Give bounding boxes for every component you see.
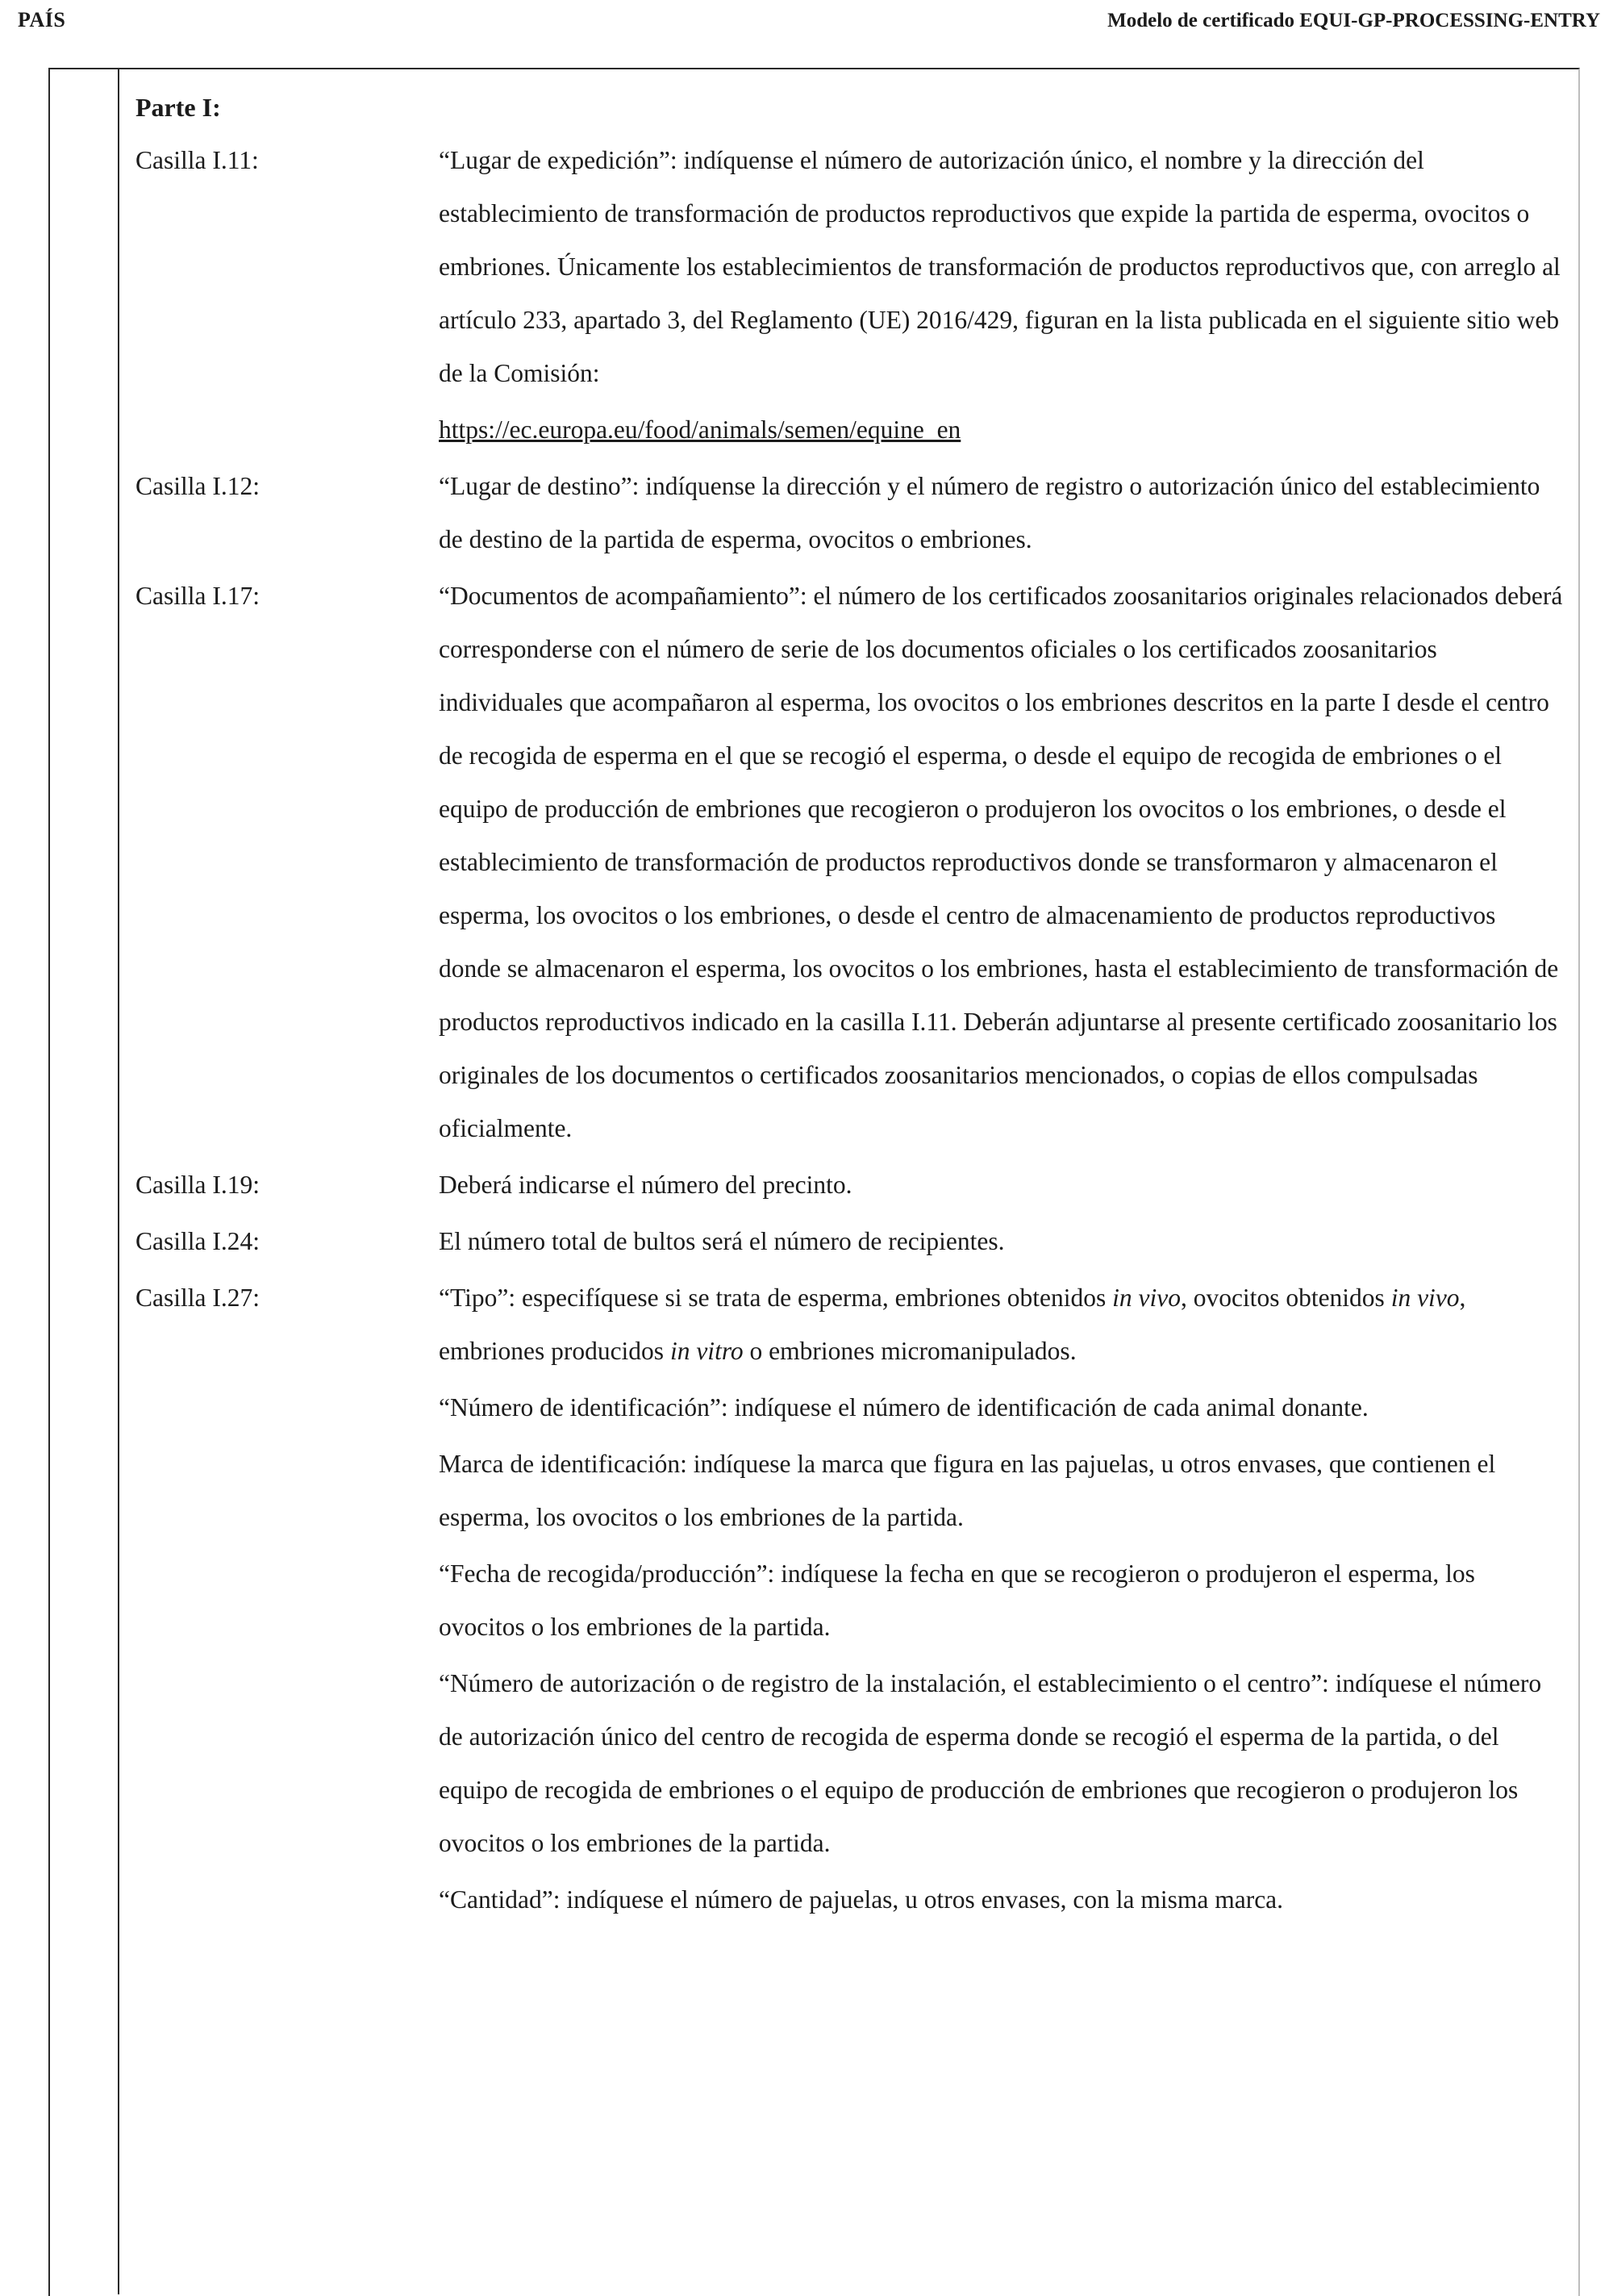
tipo-italic-1: in vivo [1112,1284,1181,1312]
row-description [439,570,1563,1158]
row-description [439,460,1563,570]
quantity-paragraph: “Cantidad”: indíquese el número de pajuelas, u otros envases, con la misma marca. [439,1885,1284,1914]
description-paragraph: El número total de bultos será el número de recipientes. [439,1227,1005,1255]
tipo-text-1: “Tipo”: especifíquese si se trata de esperma, embriones obtenidos [439,1284,1113,1312]
row-label: Casilla I.11: [135,146,259,174]
margin-divider [118,68,119,2294]
note-row-i24 [135,1215,1563,1271]
row-label: Casilla I.19: [135,1171,260,1199]
row-description [439,1271,1563,1930]
tipo-paragraph [439,1271,1563,1378]
header-country: PAÍS [18,8,66,31]
tipo-italic-3: in vitro [669,1337,744,1365]
row-description [439,1215,1563,1271]
note-row-i19 [135,1158,1563,1215]
commission-link-paragraph [439,403,1563,457]
tipo-text-2: , ovocitos obtenidos [1180,1284,1391,1312]
identification-mark-paragraph: Marca de identificación: indíquese la marca que figura en las pajuelas, u otros envases, que contienen el esperma, los ovocitos o los embriones de la partida. [439,1450,1496,1531]
note-row-i11 [135,134,1563,460]
row-description [439,134,1563,460]
row-label: Casilla I.12: [135,472,260,500]
approval-number-paragraph: “Número de autorización o de registro de la instalación, el establecimiento o el centro”: indíquese el número de autorización único del centro de recogida de esperma donde se recogió el esperma de la partida, o del equipo de recogida de embriones o el equipo de producción de embriones que recogieron o produjeron los ovocitos o los embriones de la partida. [439,1669,1542,1857]
row-label: Casilla I.17: [135,582,260,610]
tipo-italic-2: in vivo [1390,1284,1460,1312]
commission-website-link[interactable]: https://ec.europa.eu/food/animals/semen/equine_en [439,415,961,444]
description-paragraph: “Lugar de destino”: indíquense la dirección y el número de registro o autorización único del establecimiento de destino de la partida de esperma, ovocitos o embriones. [439,472,1540,553]
identification-number-paragraph: “Número de identificación”: indíquese el número de identificación de cada animal donante. [439,1393,1369,1421]
row-label: Casilla I.24: [135,1227,260,1255]
tipo-text-4: o embriones micromanipulados. [743,1337,1077,1365]
note-row-i27 [135,1271,1563,1930]
description-paragraph: Deberá indicarse el número del precinto. [439,1171,852,1199]
note-row-i12 [135,460,1563,570]
description-paragraph: “Lugar de expedición”: indíquense el número de autorización único, el nombre y la dirección del establecimiento de transformación de productos reproductivos que expide la partida de esperma, ovocitos o embriones. Únicamente los establecimientos de transformación de productos reproductivos que, con arreglo al artículo 233, apartado 3, del Reglamento (UE) 2016/429, figuran en la lista publicada en el siguiente sitio web de la Comisión: [439,146,1561,387]
row-description [439,1158,1563,1215]
row-label: Casilla I.27: [135,1284,260,1312]
part-title: Parte I: [135,93,221,122]
collection-date-paragraph: “Fecha de recogida/producción”: indíquese la fecha en que se recogieron o produjeron el esperma, los ovocitos o los embriones de la partida. [439,1559,1475,1641]
header-certificate-model: Modelo de certificado EQUI-GP-PROCESSING-ENTRY [1107,10,1600,31]
tipo-text-3: , embriones producidos [439,1284,1466,1365]
description-paragraph: “Documentos de acompañamiento”: el número de los certificados zoosanitarios originales relacionados deberá corresponderse con el número de serie de los documentos oficiales o los certificados zoosanitarios individuales que acompañaron al esperma, los ovocitos o los embriones descritos en la parte I desde el centro de recogida de esperma en el que se recogió el esperma, o desde el equipo de recogida de embriones o el equipo de producción de embriones que recogieron o produjeron los ovocitos o los embriones, o desde el establecimiento de transformación de productos reproductivos donde se transformaron y almacenaron el esperma, los ovocitos o los embriones, o desde el centro de almacenamiento de productos reproductivos donde se almacenaron el esperma, los ovocitos o los embriones, hasta el establecimiento de transformación de productos reproductivos indicado en la casilla I.11. Deberán adjuntarse al presente certificado zoosanitario los originales de los documentos o certificados zoosanitarios mencionados, o copias de ellos compulsadas oficialmente. [439,582,1563,1142]
note-row-i17 [135,570,1563,1158]
notes-content [135,81,1563,1930]
